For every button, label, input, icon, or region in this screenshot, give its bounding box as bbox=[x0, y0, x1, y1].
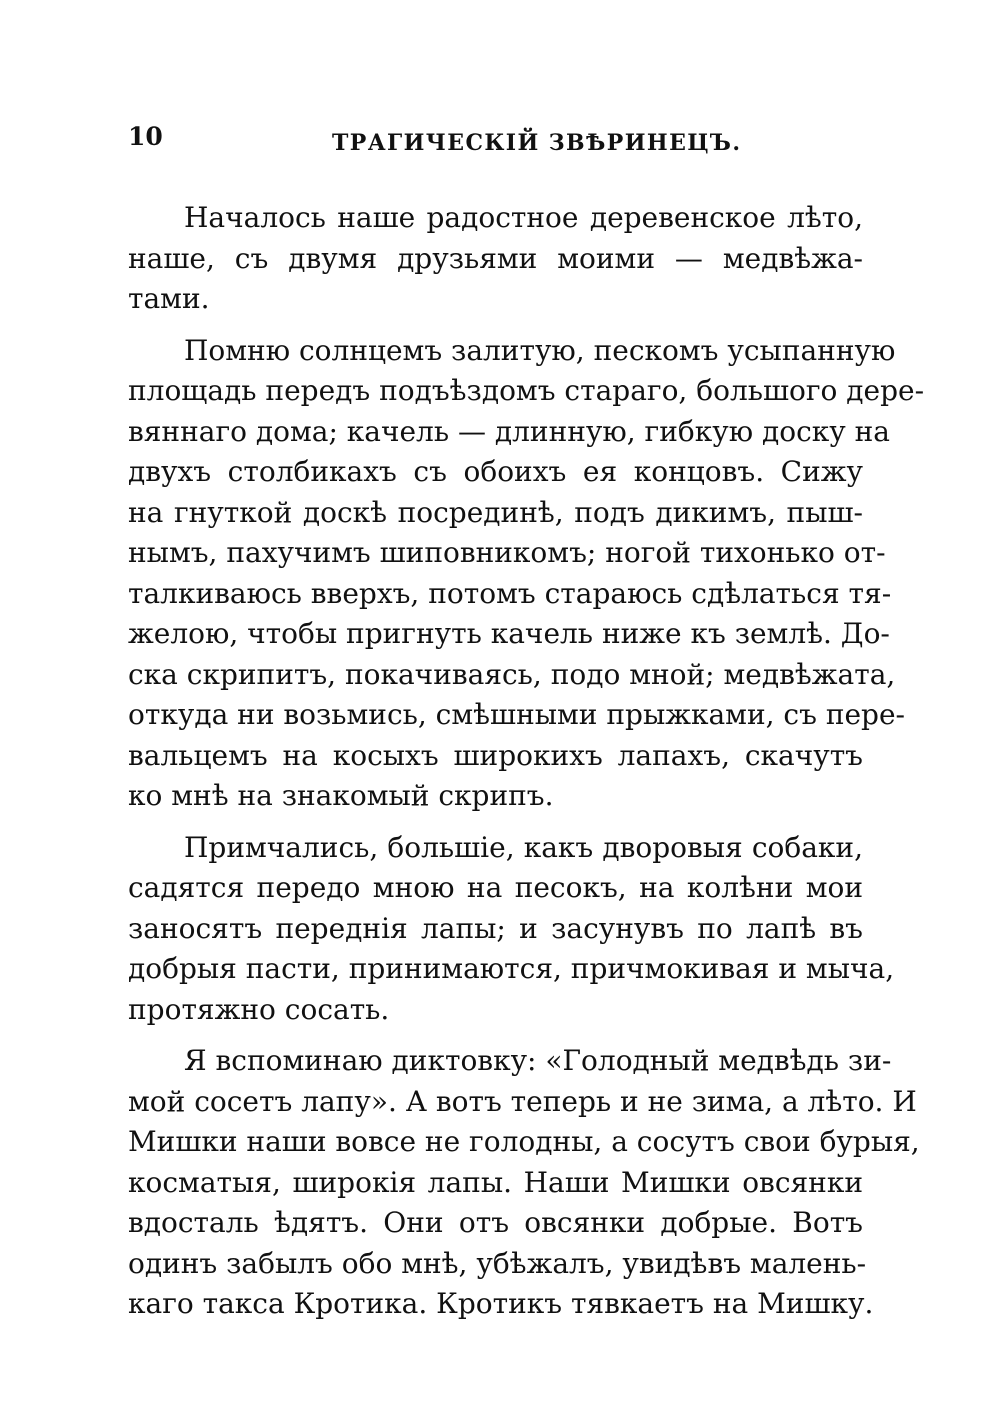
text-line: ска скрипитъ, покачиваясь, подо мной; медвѣжата, bbox=[128, 657, 896, 691]
paragraph-3 bbox=[128, 828, 895, 1031]
text-line: на гнуткой доскѣ посрединѣ, подъ дикимъ, пыш- bbox=[128, 495, 863, 529]
text-line: добрыя пасти, принимаются, причмокивая и мыча, bbox=[128, 952, 895, 985]
text-line: наше, съ двумя друзьями моими — медвѣжа- bbox=[128, 241, 863, 275]
page-number: 10 bbox=[128, 122, 163, 151]
text-line: желою, чтобы пригнуть качель ниже къ землѣ. До- bbox=[128, 617, 890, 650]
body-text bbox=[128, 198, 925, 1325]
text-line: откуда ни возьмись, смѣшными прыжками, съ пере- bbox=[128, 698, 905, 731]
text-line: Примчались, большіе, какъ дворовыя собаки, bbox=[184, 830, 863, 864]
text-line: мой сосетъ лапу». А вотъ теперь и не зима, а лѣто. И bbox=[128, 1084, 917, 1118]
text-line: площадь передъ подъѣздомъ стараго, большого дере- bbox=[128, 374, 925, 407]
text-line: Началось наше радостное деревенское лѣто, bbox=[184, 201, 863, 234]
text-line: каго такса Кротика. Кротикъ тявкаетъ на Мишку. bbox=[128, 1287, 874, 1320]
text-line: Мишки наши вовсе не голодны, а сосутъ свои бурыя, bbox=[128, 1125, 920, 1158]
text-line: тами. bbox=[128, 282, 210, 315]
text-line: одинъ забылъ обо мнѣ, убѣжалъ, увидѣвъ малень- bbox=[128, 1246, 867, 1280]
text-line: Я вспоминаю диктовку: «Голодный медвѣдь зи- bbox=[184, 1044, 892, 1077]
paragraph-4 bbox=[128, 1041, 920, 1325]
text-line: нымъ, пахучимъ шиповникомъ; ногой тихонько от- bbox=[128, 536, 886, 569]
text-line: вальцемъ на косыхъ широкихъ лапахъ, скачутъ bbox=[128, 738, 863, 772]
paragraph-1 bbox=[128, 198, 863, 320]
running-title: ТРАГИЧЕСКІЙ ЗВѢРИНЕЦЪ. bbox=[332, 130, 742, 156]
text-line: Помню солнцемъ залитую, пескомъ усыпанную bbox=[184, 333, 896, 367]
running-head bbox=[128, 116, 863, 160]
text-line: заносятъ переднія лапы; и засунувъ по лапѣ въ bbox=[128, 911, 863, 945]
text-line: талкиваюсь вверхъ, потомъ стараюсь сдѣлаться тя- bbox=[128, 576, 892, 610]
text-line: двухъ столбикахъ съ обоихъ ея концовъ. Сижу bbox=[128, 455, 863, 488]
text-line: вдоcталь ѣдятъ. Они отъ овсянки добрые. Вотъ bbox=[128, 1206, 863, 1239]
text-line: вяннаго дома; качель — длинную, гибкую доску на bbox=[128, 414, 891, 448]
text-line: косматыя, широкія лапы. Наши Мишки овсянки bbox=[128, 1165, 863, 1199]
text-line: садятся передо мною на песокъ, на колѣни мои bbox=[128, 871, 863, 904]
text-line: ко мнѣ на знакомый скрипъ. bbox=[128, 779, 554, 812]
text-line: протяжно сосать. bbox=[128, 992, 390, 1026]
paragraph-2 bbox=[128, 331, 925, 817]
